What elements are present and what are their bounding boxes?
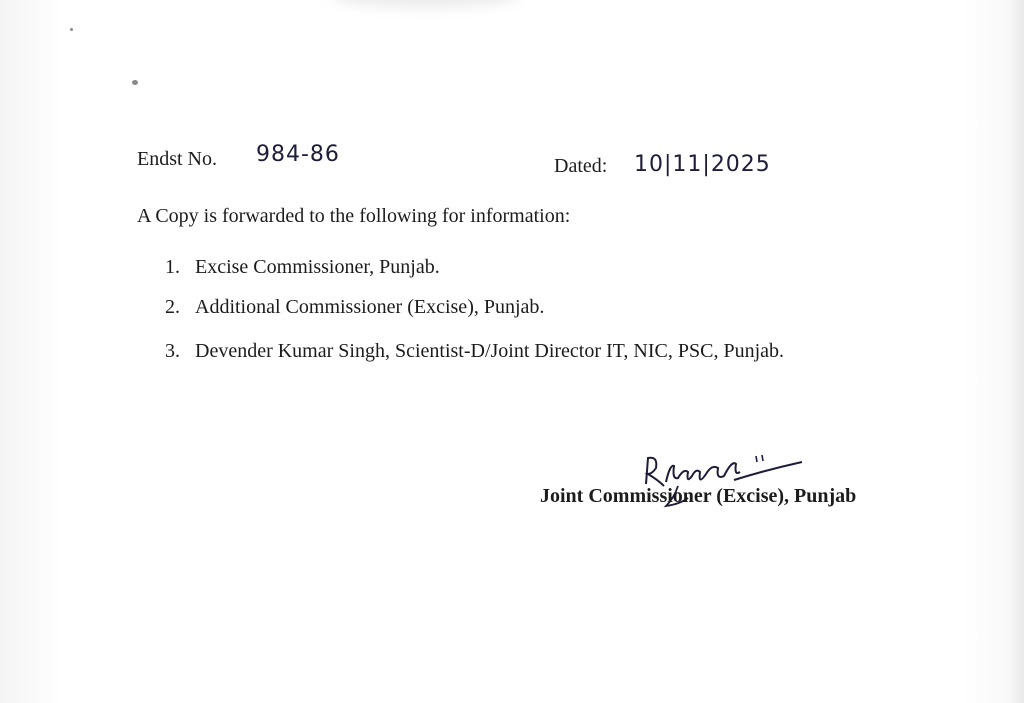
recipient-text: Devender Kumar Singh, Scientist-D/Joint Director IT, NIC, PSC, Punjab. [195,340,785,362]
signatory-designation: Joint Commissioner (Excise), Punjab [540,485,857,507]
recipient-number: 1. [165,256,180,278]
recipient-number: 2. [165,296,180,318]
signatory-block [540,485,856,508]
handwritten-signature [636,446,806,521]
recipient-text: Excise Commissioner, Punjab. [195,256,440,278]
date-label: Dated: [554,155,608,177]
scan-smudge [330,0,520,8]
scan-speck [70,28,73,31]
date-handwritten: 10|11|2025 [634,152,771,177]
recipient-item [165,296,544,319]
recipient-text: Additional Commissioner (Excise), Punjab. [195,296,545,318]
recipient-number: 3. [165,340,180,362]
recipient-item [165,256,440,279]
intro-text: A Copy is forwarded to the following for information: [137,205,571,227]
recipient-item [165,340,784,363]
scan-speck [132,80,138,85]
page-edge-shadow [1010,0,1024,703]
endorsement-number-handwritten: 984-86 [256,142,340,167]
endorsement-number-label: Endst No. [137,148,217,170]
